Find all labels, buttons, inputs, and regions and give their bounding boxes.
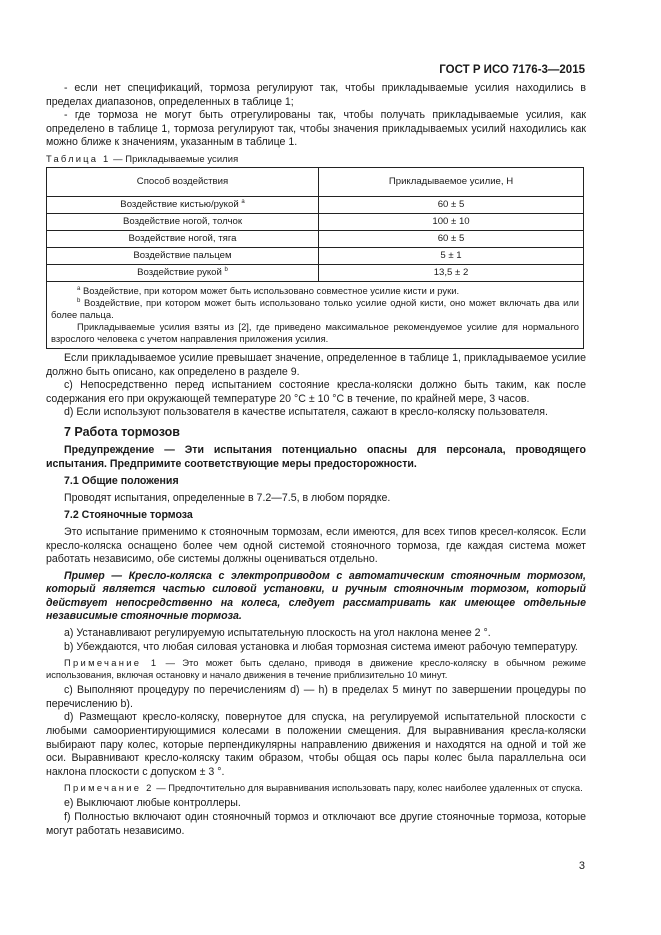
table-row: [47, 247, 584, 264]
table-notes-row: [47, 281, 584, 348]
table-cell: 13,5 ± 2: [319, 264, 584, 281]
list-item: d) Размещают кресло-коляску, повернутое для спуска, на регулируемой испытательной плоскости с любыми самоориентирующимися колесами в положении смещения. Для выравнивания кресла-коляски выбирают пару колес, которые перпендикулярны направлению движения и находятся на одной и той же оси. Выравнивают кресло-коляску таким образом, чтобы общая ось пары колес была параллельна оси наклона плоскости с допуском ± 3 °.: [46, 711, 586, 778]
table-row: [47, 264, 584, 281]
footnote-a: $^a$ Воздействие, при котором может быть использовано совместное усилие кисти и руки.: [77, 284, 460, 296]
page-content: [46, 82, 586, 838]
source-note: Прикладываемые усилия взяты из [2], где приведено максимальное рекомендуемое усилие для нормального взрослого человека с учетом направления приложения усилия.: [51, 320, 579, 344]
note-text: — Это может быть сделано, приводя в движение кресло-коляску в обычном режиме использования, включая остановку и начало движения в течение приблизительно 10 минут.: [46, 657, 586, 681]
table-cell: Воздействие кистью/рукой $^a$: [47, 196, 319, 213]
table-cell: 60 ± 5: [319, 196, 584, 213]
paragraph: Проводят испытания, определенные в 7.2—7.5, в любом порядке.: [64, 491, 391, 504]
document-code: ГОСТ Р ИСО 7176-3—2015: [439, 64, 585, 76]
table-row: [47, 196, 584, 213]
list-item: b) Убеждаются, что любая силовая установка и любая тормозная система имеют рабочую температуру.: [64, 640, 578, 653]
note-text: — Предпочтительно для выравнивания использовать пару, колес наиболее удаленных от спуска.: [153, 782, 583, 794]
note-label: Примечание 1: [64, 657, 159, 669]
paragraph: Если прикладываемое усилие превышает значение, определенное в таблице 1, прикладываемое усилие должно быть описано, как определено в разделе 9.: [46, 351, 586, 378]
note: [46, 782, 586, 794]
warning-text: Предупреждение — Эти испытания потенциально опасны для персонала, проводящего испытания. Предпримите соответствующие меры предосторожности.: [46, 443, 586, 470]
paragraph: Это испытание применимо к стояночным тормозам, если имеются, для всех типов кресел-колясок. Если кресло-коляска оснащено более чем одной системой стояночного тормоза, где каждая система может работать независимо, обе системы должны оцениваться отдельно.: [46, 525, 586, 566]
table-caption-title: — Прикладываемые усилия: [110, 152, 239, 164]
list-item: e) Выключают любые контроллеры.: [64, 797, 241, 810]
table-cell: 60 ± 5: [319, 230, 584, 247]
table-cell: 5 ± 1: [319, 247, 584, 264]
forces-table: [46, 167, 584, 349]
table-cell: Воздействие ногой, толчок: [47, 213, 319, 230]
example-text: Пример — Кресло-коляска с электроприводом с автоматическим стояночным тормозом, который является частью силовой установки, и ручным стояночным тормозом, который действует непосредственно на колеса, следует рассматривать как имеющее отдельные независимые стояночные тормоза.: [46, 569, 586, 623]
subsection-title: 7.1 Общие положения: [64, 475, 179, 488]
footnote-mark: a: [241, 199, 245, 206]
table-caption: [46, 153, 586, 164]
table-header-cell: Способ воздействия: [47, 167, 319, 196]
list-item: c) Выполняют процедуру по перечислениям d) — h) в пределах 5 минут по завершении процедуры по перечислению b).: [46, 684, 586, 710]
paragraph: - где тормоза не могут быть отрегулированы так, чтобы получать прикладываемые усилия, как определено в таблице 1, тормоза регулируют так, чтобы значения прикладываемых усилий находились как можно ближе к значениям, указанным в таблице 1.: [46, 109, 586, 149]
table-row: [47, 213, 584, 230]
paragraph: c) Непосредственно перед испытанием состояние кресла-коляски должно быть таким, как после содержания его при окружающей температуре 20 °C ± 10 °C в течение, по крайней мере, 3 часов.: [46, 379, 586, 405]
footnote-b: $^b$ Воздействие, при котором может быть использовано только усилие одной кисти, оно может включать два или более пальца.: [51, 296, 579, 320]
paragraph: - если нет спецификаций, тормоза регулируют так, чтобы прикладываемые усилия находились в пределах диапазонов, определенных в таблице 1;: [46, 82, 586, 108]
table-notes: [47, 281, 584, 348]
note-label: Примечание 2: [64, 782, 154, 794]
table-cell: Воздействие рукой $^b$: [47, 264, 319, 281]
list-item: a) Устанавливают регулируемую испытательную плоскость на угол наклона менее 2 °.: [64, 627, 491, 640]
note: [46, 657, 586, 681]
table-header-row: [47, 167, 584, 196]
table-row: [47, 230, 584, 247]
subsection-title: 7.2 Стояночные тормоза: [64, 509, 193, 522]
table-cell: 100 ± 10: [319, 213, 584, 230]
page-number: 3: [578, 860, 585, 872]
section-title: 7 Работа тормозов: [64, 424, 180, 439]
table-caption-label: Таблица 1: [46, 152, 111, 164]
footnote-mark: b: [224, 267, 228, 274]
list-item: f) Полностью включают один стояночный тормоз и отключают все другие стояночные тормоза, которые могут работать независимо.: [46, 811, 586, 837]
table-cell: Воздействие ногой, тяга: [47, 230, 319, 247]
table-cell: Воздействие пальцем: [47, 247, 319, 264]
paragraph: d) Если используют пользователя в качестве испытателя, сажают в кресло-коляску пользователя.: [64, 406, 548, 419]
table-header-cell: Прикладываемое усилие, Н: [319, 167, 584, 196]
